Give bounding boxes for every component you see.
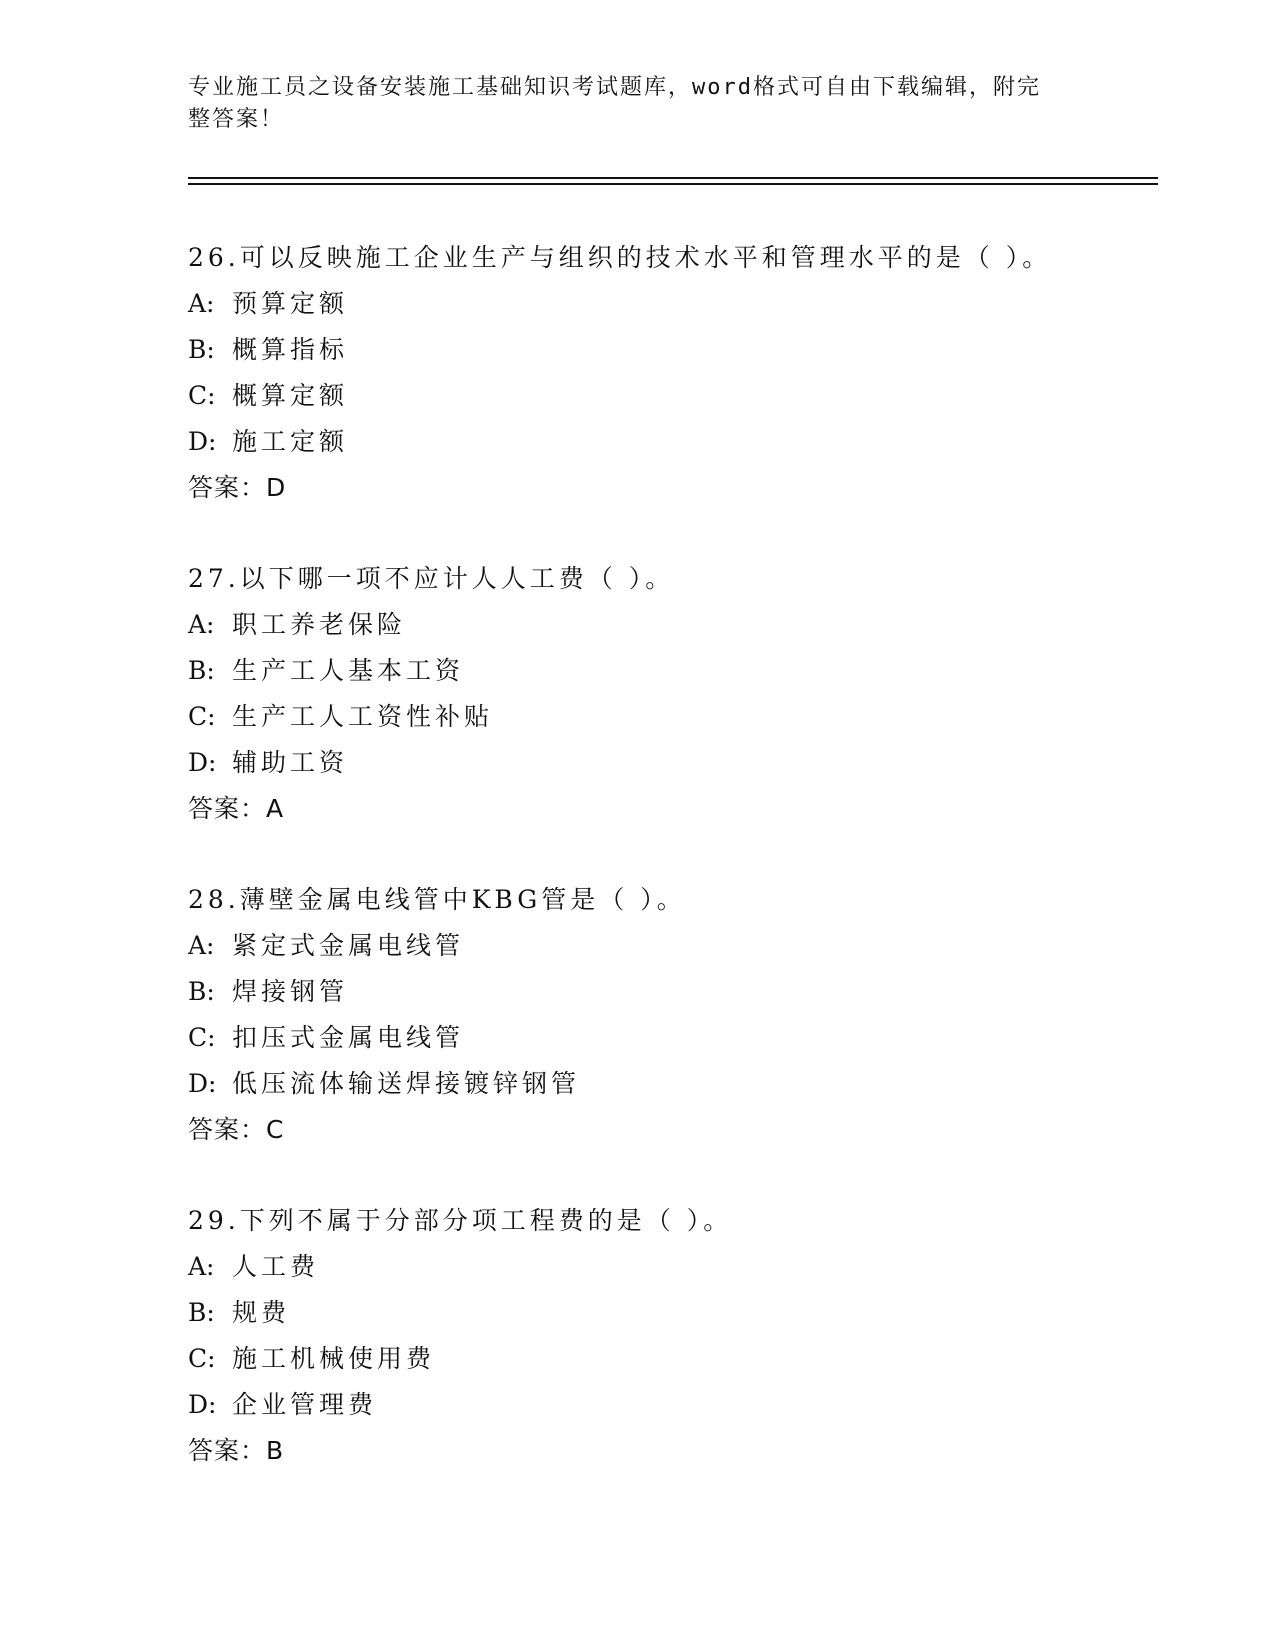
question-stem: 26.可以反映施工企业生产与组织的技术水平和管理水平的是（ ）。 [188,243,1052,272]
answer-line: 答案：D [188,473,287,502]
header-divider-top [188,177,1158,179]
option-letter: C: [188,702,216,731]
option-letter: C: [188,381,216,410]
option-d [188,1061,1158,1107]
option-letter: A: [188,610,215,639]
header-divider-bottom [188,183,1158,185]
header-line-2: 整答案！ [188,107,285,132]
header-line-1: 专业施工员之设备安装施工基础知识考试题库，word格式可自由下载编辑，附完 [188,75,1041,100]
option-letter: A: [188,289,215,318]
option-text: 人工费 [232,1252,320,1281]
answer-line: 答案：A [188,794,285,823]
option-d [188,419,1158,465]
question-29 [188,1198,1158,1474]
option-letter: B: [188,656,215,685]
option-a [188,602,1158,648]
option-d [188,740,1158,786]
option-a [188,1244,1158,1290]
option-letter: D: [188,1390,217,1419]
option-text: 预算定额 [232,289,349,318]
option-text: 职工养老保险 [232,610,407,639]
option-letter: A: [188,1252,215,1281]
option-letter: B: [188,977,215,1006]
document-header [188,72,1068,136]
question-28 [188,877,1158,1153]
option-letter: C: [188,1344,216,1373]
question-stem: 28.薄壁金属电线管中KBG管是（ ）。 [188,885,686,914]
option-letter: D: [188,748,217,777]
option-text: 辅助工资 [232,748,349,777]
answer-line: 答案：B [188,1436,285,1465]
option-text: 焊接钢管 [232,977,349,1006]
option-text: 紧定式金属电线管 [232,931,465,960]
option-text: 企业管理费 [232,1390,378,1419]
option-text: 概算指标 [232,335,349,364]
option-c [188,1015,1158,1061]
option-letter: B: [188,1298,215,1327]
answer-line: 答案：C [188,1115,285,1144]
option-text: 低压流体输送焊接镀锌钢管 [232,1069,581,1098]
option-d [188,1382,1158,1428]
question-27 [188,556,1158,832]
option-letter: C: [188,1023,216,1052]
option-text: 规费 [232,1298,291,1327]
option-text: 施工定额 [232,427,349,456]
option-text: 扣压式金属电线管 [232,1023,465,1052]
option-text: 施工机械使用费 [232,1344,436,1373]
option-text: 概算定额 [232,381,349,410]
option-b [188,327,1158,373]
option-b [188,1290,1158,1336]
option-letter: B: [188,335,215,364]
option-a [188,281,1158,327]
option-letter: D: [188,1069,217,1098]
question-stem: 29.下列不属于分部分项工程费的是（ ）。 [188,1206,733,1235]
question-stem: 27.以下哪一项不应计人人工费（ ）。 [188,564,675,593]
option-a [188,923,1158,969]
option-text: 生产工人基本工资 [232,656,465,685]
question-26 [188,235,1158,511]
option-letter: D: [188,427,217,456]
option-c [188,373,1158,419]
option-b [188,969,1158,1015]
option-c [188,1336,1158,1382]
option-b [188,648,1158,694]
option-c [188,694,1158,740]
option-letter: A: [188,931,215,960]
option-text: 生产工人工资性补贴 [232,702,494,731]
